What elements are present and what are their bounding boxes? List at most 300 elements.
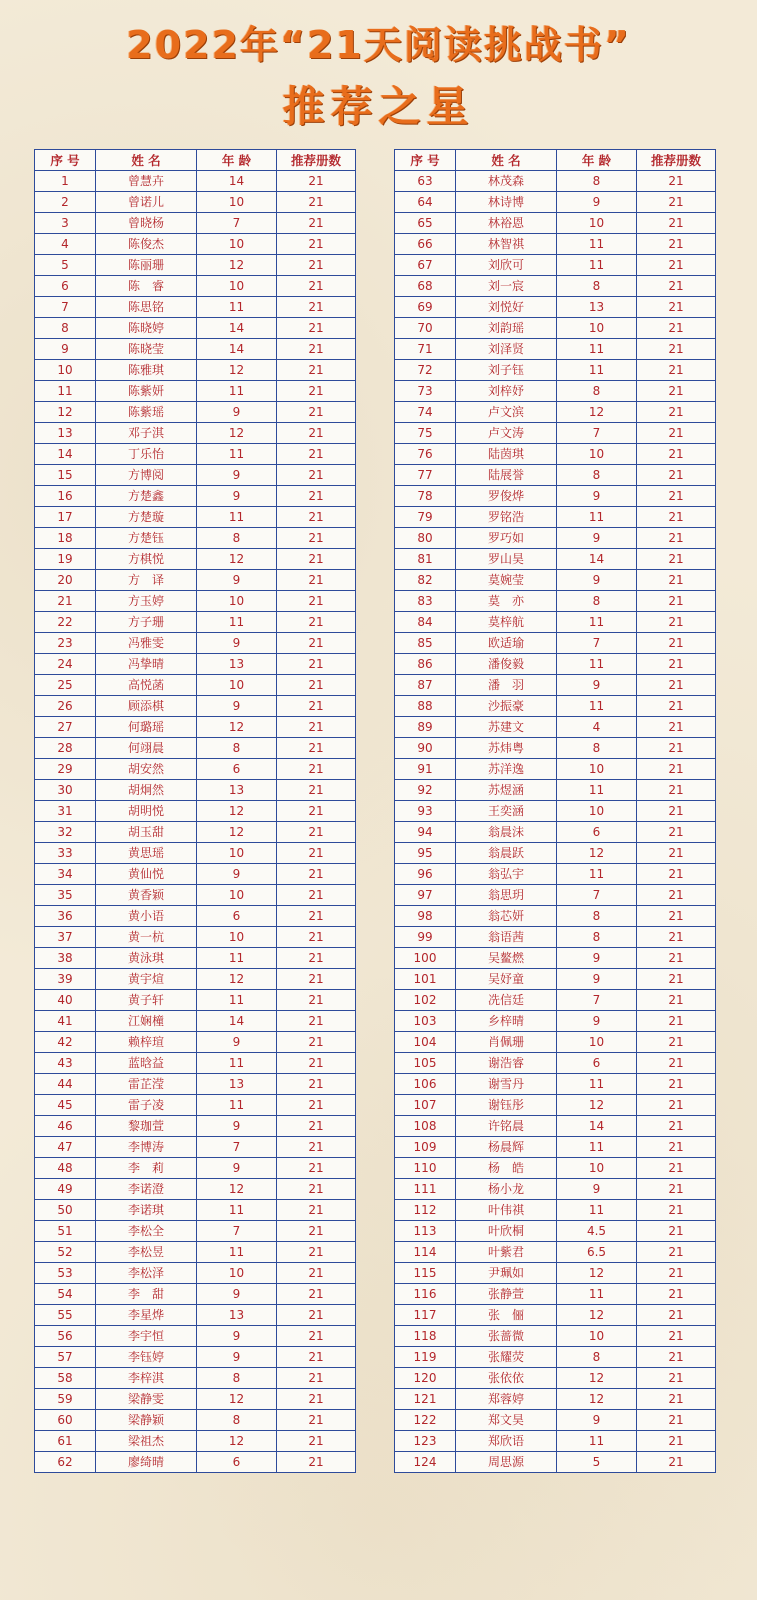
student-name: 林智祺	[456, 234, 557, 255]
student-age: 9	[197, 864, 277, 885]
table-row	[35, 423, 356, 444]
table-row	[395, 171, 716, 192]
table-row	[35, 1368, 356, 1389]
student-age: 9	[557, 948, 637, 969]
row-index: 49	[35, 1179, 96, 1200]
student-age: 10	[197, 843, 277, 864]
table-row	[35, 843, 356, 864]
table-row	[395, 297, 716, 318]
header-name: 姓 名	[96, 150, 197, 171]
row-index: 100	[395, 948, 456, 969]
table-row	[35, 696, 356, 717]
table-row	[35, 1263, 356, 1284]
table-row	[35, 1242, 356, 1263]
book-count: 21	[637, 276, 716, 297]
table-row	[395, 759, 716, 780]
student-age: 9	[197, 465, 277, 486]
book-count: 21	[277, 801, 356, 822]
row-index: 36	[35, 906, 96, 927]
student-age: 11	[557, 1074, 637, 1095]
student-name: 谢雪丹	[456, 1074, 557, 1095]
student-age: 12	[197, 801, 277, 822]
student-name: 胡玉甜	[96, 822, 197, 843]
book-count: 21	[637, 1284, 716, 1305]
book-count: 21	[277, 1368, 356, 1389]
row-index: 66	[395, 234, 456, 255]
table-row	[395, 1368, 716, 1389]
book-count: 21	[277, 1284, 356, 1305]
book-count: 21	[277, 1074, 356, 1095]
student-age: 6	[197, 906, 277, 927]
student-name: 李 莉	[96, 1158, 197, 1179]
table-row	[35, 570, 356, 591]
row-index: 39	[35, 969, 96, 990]
row-index: 76	[395, 444, 456, 465]
table-row	[395, 738, 716, 759]
table-row	[35, 1305, 356, 1326]
student-age: 12	[557, 1263, 637, 1284]
table-row	[35, 1137, 356, 1158]
table-row	[35, 444, 356, 465]
row-index: 123	[395, 1431, 456, 1452]
book-count: 21	[277, 1221, 356, 1242]
table-row	[395, 507, 716, 528]
row-index: 78	[395, 486, 456, 507]
student-name: 胡明悦	[96, 801, 197, 822]
student-name: 林诗博	[456, 192, 557, 213]
row-index: 11	[35, 381, 96, 402]
student-age: 11	[557, 864, 637, 885]
table-row	[395, 1095, 716, 1116]
row-index: 120	[395, 1368, 456, 1389]
row-index: 64	[395, 192, 456, 213]
student-name: 叶紫君	[456, 1242, 557, 1263]
table-row	[395, 906, 716, 927]
header-book-count: 推荐册数	[637, 150, 716, 171]
book-count: 21	[277, 465, 356, 486]
page-subtitle: 推荐之星	[282, 82, 475, 131]
student-age: 9	[197, 402, 277, 423]
table-row	[35, 885, 356, 906]
row-index: 92	[395, 780, 456, 801]
book-count: 21	[637, 906, 716, 927]
book-count: 21	[637, 1053, 716, 1074]
student-age: 6	[557, 1053, 637, 1074]
row-index: 94	[395, 822, 456, 843]
table-row	[395, 276, 716, 297]
table-row	[35, 675, 356, 696]
student-name: 尹珮如	[456, 1263, 557, 1284]
row-index: 14	[35, 444, 96, 465]
student-name: 李诺澄	[96, 1179, 197, 1200]
table-row	[395, 549, 716, 570]
student-name: 方 译	[96, 570, 197, 591]
student-name: 张 俪	[456, 1305, 557, 1326]
book-count: 21	[637, 990, 716, 1011]
row-index: 13	[35, 423, 96, 444]
row-index: 57	[35, 1347, 96, 1368]
book-count: 21	[277, 1200, 356, 1221]
student-age: 8	[557, 738, 637, 759]
table-row	[35, 1032, 356, 1053]
row-index: 114	[395, 1242, 456, 1263]
book-count: 21	[277, 549, 356, 570]
book-count: 21	[277, 318, 356, 339]
book-count: 21	[637, 927, 716, 948]
row-index: 63	[395, 171, 456, 192]
row-index: 28	[35, 738, 96, 759]
book-count: 21	[637, 465, 716, 486]
student-age: 9	[557, 969, 637, 990]
student-age: 10	[197, 885, 277, 906]
table-row	[395, 801, 716, 822]
student-age: 11	[557, 780, 637, 801]
book-count: 21	[277, 570, 356, 591]
student-name: 郑蓉婷	[456, 1389, 557, 1410]
book-count: 21	[637, 402, 716, 423]
student-name: 方楚鑫	[96, 486, 197, 507]
row-index: 9	[35, 339, 96, 360]
book-count: 21	[637, 696, 716, 717]
student-name: 蓝晗益	[96, 1053, 197, 1074]
table-row	[35, 906, 356, 927]
student-name: 翁芯妍	[456, 906, 557, 927]
table-row	[35, 381, 356, 402]
student-age: 11	[557, 255, 637, 276]
student-name: 刘一宸	[456, 276, 557, 297]
table-row	[35, 1011, 356, 1032]
student-name: 黄泳琪	[96, 948, 197, 969]
student-name: 林茂森	[456, 171, 557, 192]
book-count: 21	[277, 1158, 356, 1179]
book-count: 21	[277, 591, 356, 612]
table-row	[35, 822, 356, 843]
table-row	[395, 1410, 716, 1431]
table-row	[395, 1305, 716, 1326]
student-age: 8	[197, 738, 277, 759]
student-name: 黄子轩	[96, 990, 197, 1011]
table-row	[35, 171, 356, 192]
book-count: 21	[637, 822, 716, 843]
student-age: 9	[557, 1179, 637, 1200]
row-index: 109	[395, 1137, 456, 1158]
book-count: 21	[277, 507, 356, 528]
table-header-row	[395, 150, 716, 171]
student-age: 11	[197, 612, 277, 633]
student-age: 11	[197, 297, 277, 318]
student-name: 刘欣可	[456, 255, 557, 276]
table-row	[395, 1431, 716, 1452]
student-name: 李松泽	[96, 1263, 197, 1284]
table-row	[35, 1347, 356, 1368]
table-row	[35, 339, 356, 360]
student-name: 梁静雯	[96, 1389, 197, 1410]
row-index: 90	[395, 738, 456, 759]
row-index: 3	[35, 213, 96, 234]
student-age: 10	[557, 318, 637, 339]
student-age: 11	[557, 339, 637, 360]
book-count: 21	[637, 171, 716, 192]
book-count: 21	[637, 1011, 716, 1032]
table-row	[395, 213, 716, 234]
student-name: 苏建文	[456, 717, 557, 738]
student-name: 陈丽珊	[96, 255, 197, 276]
student-name: 李松昱	[96, 1242, 197, 1263]
student-age: 10	[557, 1032, 637, 1053]
student-name: 黄小语	[96, 906, 197, 927]
book-count: 21	[637, 570, 716, 591]
book-count: 21	[637, 885, 716, 906]
table-row	[395, 444, 716, 465]
row-index: 60	[35, 1410, 96, 1431]
table-row	[35, 1116, 356, 1137]
student-age: 5	[557, 1452, 637, 1473]
student-age: 8	[557, 906, 637, 927]
row-index: 52	[35, 1242, 96, 1263]
book-count: 21	[277, 423, 356, 444]
student-age: 13	[197, 780, 277, 801]
table-row	[395, 402, 716, 423]
table-row	[35, 1326, 356, 1347]
table-row	[395, 927, 716, 948]
table-row	[395, 1347, 716, 1368]
book-count: 21	[277, 1053, 356, 1074]
row-index: 25	[35, 675, 96, 696]
book-count: 21	[637, 633, 716, 654]
row-index: 80	[395, 528, 456, 549]
student-name: 陈雅琪	[96, 360, 197, 381]
header-index: 序 号	[395, 150, 456, 171]
book-count: 21	[637, 1242, 716, 1263]
table-row	[395, 717, 716, 738]
student-name: 赖梓瑄	[96, 1032, 197, 1053]
book-count: 21	[637, 969, 716, 990]
student-age: 14	[197, 1011, 277, 1032]
row-index: 35	[35, 885, 96, 906]
student-name: 何翊晨	[96, 738, 197, 759]
table-row	[395, 528, 716, 549]
student-age: 11	[197, 507, 277, 528]
table-row	[35, 318, 356, 339]
table-row	[395, 1452, 716, 1473]
student-age: 8	[197, 528, 277, 549]
table-row	[35, 276, 356, 297]
table-row	[395, 255, 716, 276]
table-row	[35, 1095, 356, 1116]
book-count: 21	[637, 1095, 716, 1116]
table-row	[35, 528, 356, 549]
student-age: 9	[197, 570, 277, 591]
row-index: 85	[395, 633, 456, 654]
table-row	[395, 864, 716, 885]
student-name: 方玉婷	[96, 591, 197, 612]
book-count: 21	[637, 1410, 716, 1431]
table-row	[395, 318, 716, 339]
row-index: 15	[35, 465, 96, 486]
student-name: 周思源	[456, 1452, 557, 1473]
student-name: 卢文涛	[456, 423, 557, 444]
row-index: 12	[35, 402, 96, 423]
student-age: 11	[197, 948, 277, 969]
student-age: 11	[557, 696, 637, 717]
table-row	[395, 1284, 716, 1305]
student-name: 郑欣语	[456, 1431, 557, 1452]
student-age: 7	[197, 1221, 277, 1242]
student-age: 9	[197, 696, 277, 717]
table-header-row	[35, 150, 356, 171]
book-count: 21	[277, 843, 356, 864]
row-index: 108	[395, 1116, 456, 1137]
table-row	[395, 843, 716, 864]
student-age: 9	[557, 1011, 637, 1032]
book-count: 21	[637, 1158, 716, 1179]
row-index: 81	[395, 549, 456, 570]
book-count: 21	[637, 1116, 716, 1137]
student-name: 杨晨辉	[456, 1137, 557, 1158]
table-row	[395, 423, 716, 444]
book-count: 21	[277, 864, 356, 885]
table-row	[395, 486, 716, 507]
student-age: 9	[197, 1032, 277, 1053]
student-age: 4.5	[557, 1221, 637, 1242]
row-index: 16	[35, 486, 96, 507]
student-age: 6	[197, 759, 277, 780]
table-row	[35, 255, 356, 276]
table-row	[395, 948, 716, 969]
student-name: 李 甜	[96, 1284, 197, 1305]
book-count: 21	[637, 444, 716, 465]
student-age: 10	[557, 213, 637, 234]
student-age: 14	[197, 339, 277, 360]
row-index: 34	[35, 864, 96, 885]
student-name: 刘韵瑶	[456, 318, 557, 339]
student-name: 廖绮晴	[96, 1452, 197, 1473]
student-name: 方楚钰	[96, 528, 197, 549]
table-row	[35, 759, 356, 780]
table-row	[395, 1011, 716, 1032]
student-age: 9	[197, 1116, 277, 1137]
student-name: 苏炜粤	[456, 738, 557, 759]
student-age: 6.5	[557, 1242, 637, 1263]
student-name: 何璐瑶	[96, 717, 197, 738]
table-row	[35, 1179, 356, 1200]
student-name: 翁思玥	[456, 885, 557, 906]
student-name: 陆茵琪	[456, 444, 557, 465]
row-index: 21	[35, 591, 96, 612]
book-count: 21	[277, 1242, 356, 1263]
row-index: 116	[395, 1284, 456, 1305]
roster-table-right	[394, 149, 716, 1473]
row-index: 50	[35, 1200, 96, 1221]
table-row	[35, 1221, 356, 1242]
row-index: 86	[395, 654, 456, 675]
student-name: 陈紫瑶	[96, 402, 197, 423]
book-count: 21	[637, 1389, 716, 1410]
student-name: 黄思瑶	[96, 843, 197, 864]
book-count: 21	[277, 1431, 356, 1452]
table-row	[35, 1452, 356, 1473]
student-name: 翁弘宇	[456, 864, 557, 885]
book-count: 21	[277, 1305, 356, 1326]
student-name: 胡炯然	[96, 780, 197, 801]
student-age: 8	[197, 1410, 277, 1431]
student-age: 10	[197, 675, 277, 696]
student-name: 黄仙悦	[96, 864, 197, 885]
student-age: 11	[197, 381, 277, 402]
table-row	[395, 1221, 716, 1242]
table-row	[395, 381, 716, 402]
book-count: 21	[277, 738, 356, 759]
table-row	[35, 465, 356, 486]
student-age: 10	[557, 801, 637, 822]
row-index: 101	[395, 969, 456, 990]
student-age: 12	[197, 822, 277, 843]
row-index: 70	[395, 318, 456, 339]
student-age: 11	[197, 1242, 277, 1263]
table-row	[395, 1074, 716, 1095]
row-index: 19	[35, 549, 96, 570]
student-age: 6	[197, 1452, 277, 1473]
book-count: 21	[277, 948, 356, 969]
student-age: 14	[197, 171, 277, 192]
student-name: 翁晨沫	[456, 822, 557, 843]
table-row	[395, 1200, 716, 1221]
table-row	[35, 360, 356, 381]
row-index: 40	[35, 990, 96, 1011]
book-count: 21	[637, 1368, 716, 1389]
student-age: 14	[197, 318, 277, 339]
student-age: 10	[197, 591, 277, 612]
row-index: 103	[395, 1011, 456, 1032]
student-age: 8	[557, 465, 637, 486]
row-index: 6	[35, 276, 96, 297]
book-count: 21	[637, 1326, 716, 1347]
row-index: 74	[395, 402, 456, 423]
student-name: 谢浩睿	[456, 1053, 557, 1074]
header-age: 年 龄	[557, 150, 637, 171]
book-count: 21	[277, 297, 356, 318]
row-index: 124	[395, 1452, 456, 1473]
table-row	[35, 612, 356, 633]
row-index: 88	[395, 696, 456, 717]
student-age: 12	[557, 1305, 637, 1326]
book-count: 21	[277, 381, 356, 402]
student-name: 陈思铭	[96, 297, 197, 318]
student-name: 吴妤童	[456, 969, 557, 990]
book-count: 21	[637, 801, 716, 822]
header-age: 年 龄	[197, 150, 277, 171]
table-row	[395, 696, 716, 717]
student-age: 10	[557, 444, 637, 465]
book-count: 21	[637, 486, 716, 507]
book-count: 21	[637, 675, 716, 696]
book-count: 21	[637, 1305, 716, 1326]
student-name: 沙振豪	[456, 696, 557, 717]
table-row	[35, 234, 356, 255]
book-count: 21	[637, 423, 716, 444]
student-name: 李星烨	[96, 1305, 197, 1326]
table-row	[35, 549, 356, 570]
row-index: 79	[395, 507, 456, 528]
book-count: 21	[277, 339, 356, 360]
book-count: 21	[637, 234, 716, 255]
student-name: 张蔷微	[456, 1326, 557, 1347]
student-age: 13	[197, 1305, 277, 1326]
table-row	[395, 360, 716, 381]
book-count: 21	[277, 696, 356, 717]
student-age: 9	[557, 528, 637, 549]
book-count: 21	[277, 633, 356, 654]
